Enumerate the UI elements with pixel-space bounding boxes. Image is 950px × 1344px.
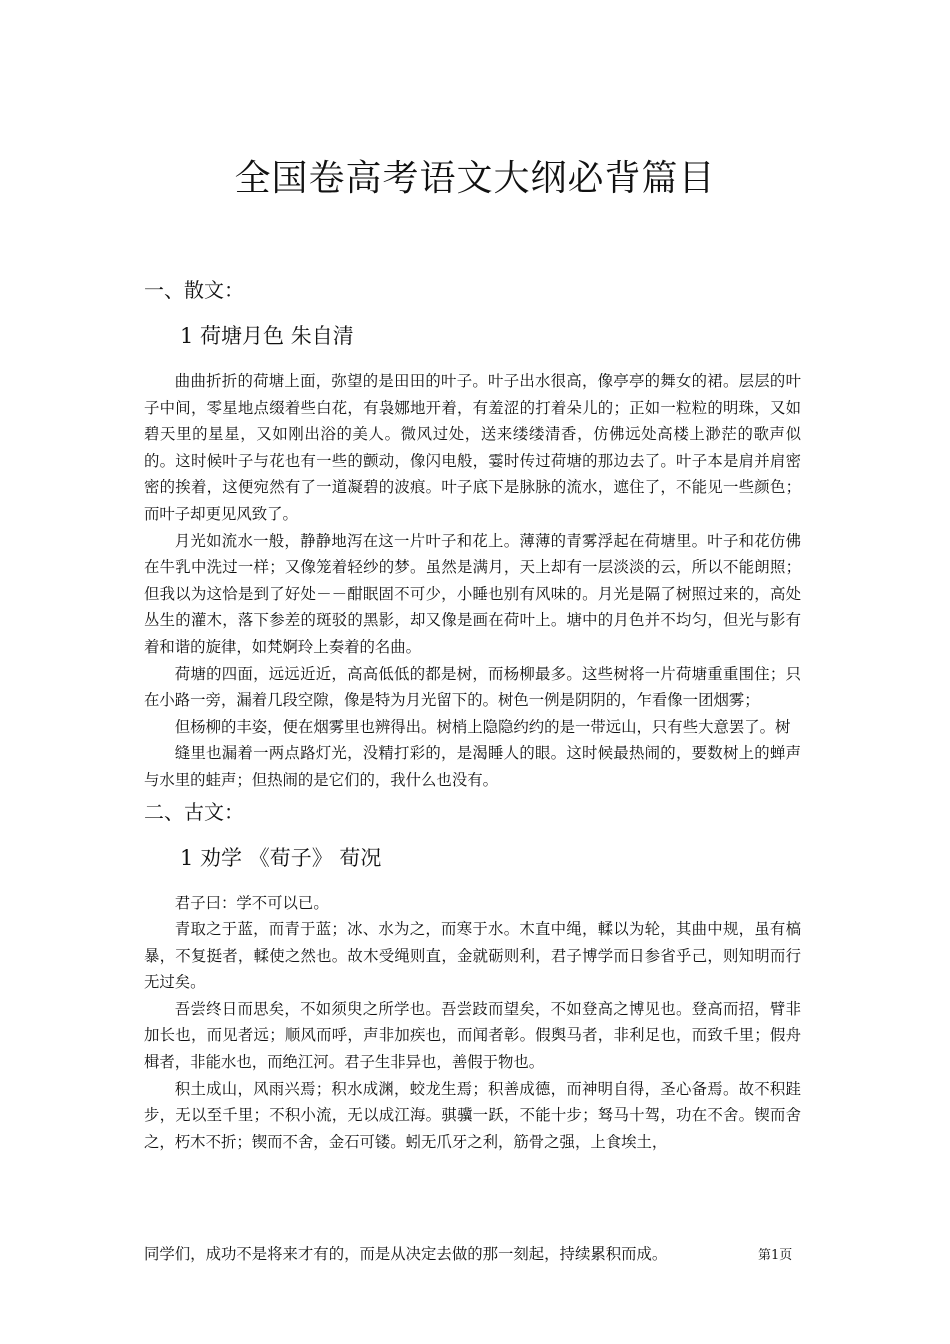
paragraph: 曲曲折折的荷塘上面，弥望的是田田的叶子。叶子出水很高，像亭亭的舞女的裙。层层的叶子中间，零星地点缀着些白花，有袅娜地开着，有羞涩的打着朵儿的；正如一粒粒的明珠，又如碧天里的星星，又如刚出浴的美人。微风过处，送来缕缕清香，仿佛远处高楼上渺茫的歌声似的。这时候叶子与花也有一些的颤动，像闪电般，霎时传过荷塘的那边去了。叶子本是肩并肩密密的挨着，这便宛然有了一道凝碧的波痕。叶子底下是脉脉的流水，遮住了，不能见一些颜色；而叶子却更见风致了。 xyxy=(144,372,801,523)
footer-text: 同学们，成功不是将来才有的，而是从决定去做的那一刻起，持续累积而成。 xyxy=(144,1245,668,1263)
paragraph: 君子曰：学不可以已。 xyxy=(174,893,329,912)
piece-title: 1 劝学 《荀子》 荀况 xyxy=(180,845,382,870)
paragraph: 青取之于蓝，而青于蓝；冰、水为之，而寒于水。木直中绳，輮以为轮，其曲中规，虽有槁暴，不复挺者，輮使之然也。故木受绳则直，金就砺则利，君子博学而日参省乎己，则知明而行无过矣。 xyxy=(144,920,801,992)
section-classical xyxy=(144,794,801,1156)
piece-title: 1 荷塘月色 朱自清 xyxy=(180,324,354,348)
section-heading: 一、散文： xyxy=(144,278,244,302)
paragraph: 缝里也漏着一两点路灯光，没精打彩的，是渴睡人的眼。这时候最热闹的，要数树上的蝉声 与水里的蛙声；但热闹的是它们的，我什么也没有。 xyxy=(144,744,801,789)
paragraph: 吾尝终日而思矣，不如须臾之所学也。吾尝跂而望矣，不如登高之博见也。登高而招，臂非加长也，而见者远；顺风而呼，声非加疾也，而闻者彰。假舆马者，非利足也，而致千里；假舟楫者，非能水也，而绝江河。君子生非异也，善假于物也。 xyxy=(144,999,801,1072)
paragraph: 荷塘的四面，远远近近，高高低低的都是树，而杨柳最多。这些树将一片荷塘重重围住；只在小路一旁，漏着几段空隙，像是特为月光留下的。树色一例是阴阴的，乍看像一团烟雾； xyxy=(144,664,801,710)
section-prose xyxy=(144,272,801,794)
section-heading: 二、古文： xyxy=(144,799,244,824)
document-title: 全国卷高考语文大纲必背篇目 xyxy=(234,158,716,199)
paragraph: 月光如流水一般，静静地泻在这一片叶子和花上。薄薄的青雾浮起在荷塘里。叶子和花仿佛在牛乳中洗过一样；又像笼着轻纱的梦。虽然是满月，天上却有一层淡淡的云，所以不能朗照；但我以为这恰是到了好处－－酣眠固不可少，小睡也别有风味的。月光是隔了树照过来的，高处丛生的灌木，落下参差的斑驳的黑影，却又像是画在荷叶上。塘中的月色并不均匀，但光与影有着和谐的旋律，如梵婀玲上奏着的名曲。 xyxy=(144,531,801,656)
page-number: 第1页 xyxy=(758,1248,793,1263)
document-body xyxy=(144,272,801,1155)
paragraph: 但杨柳的丰姿，便在烟雾里也辨得出。树梢上隐隐约约的是一带远山，只有些大意罢了。树 xyxy=(174,717,791,736)
paragraph: 积土成山，风雨兴焉；积水成渊，蛟龙生焉；积善成德，而神明自得，圣心备焉。故不积跬步，无以至千里；不积小流，无以成江海。骐骥一跃，不能十步；驽马十驾，功在不舍。锲而舍之，朽木不折；锲而不舍，金石可镂。蚓无爪牙之利，筋骨之强，上食埃土， xyxy=(144,1079,801,1151)
